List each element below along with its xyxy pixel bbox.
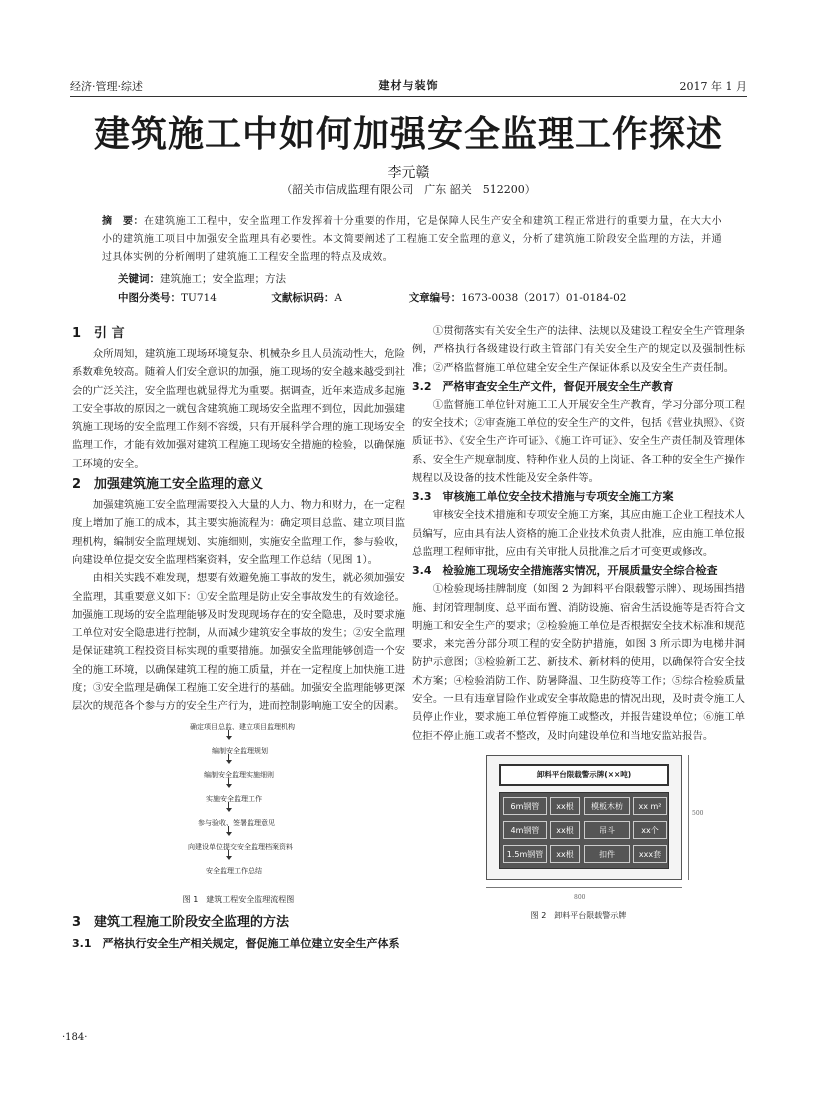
abstract [102, 213, 722, 267]
board-row [500, 819, 668, 841]
flowchart [190, 718, 340, 890]
board-cell: xx根 [550, 845, 580, 863]
board-cell: 吊斗 [584, 821, 630, 839]
keywords-text: 建筑施工；安全监理；方法 [160, 273, 286, 285]
board-cell: 1.5m钢管 [503, 845, 547, 863]
right-column [412, 322, 745, 929]
board-cell: 4m钢管 [503, 821, 547, 839]
section-2-paragraph-2: 由相关实践不难发现，想要有效避免施工事故的发生，就必须加强安全监理，其重要意义如下：①安全监理是防止安全事故发生的有效途径。加强施工现场的安全监理能够及时发现现场存在的安全隐患，及时要求施工单位对安全隐患进行控制，从而减少建筑安全事故的发生；②安全监理是保证建筑工程投资目标实现的重要措施。加强安全监理能够创造一个安全的施工环境，以确保建筑工程的施工质量，并在一定程度上加快施工进度；③安全监理是确保工程施工安全进行的基础。加强安全监理能够更深层次的规范各个参与方的安全生产行为，进而控制影响施工安全的因素。 [72, 572, 405, 713]
header-section: 经济·管理·综述 [70, 80, 143, 93]
figure-1-caption: 图 1 建筑工程安全监理流程图 [182, 895, 295, 905]
section-3-heading: 3 建筑工程施工阶段安全监理的方法 [72, 914, 290, 930]
classification-line [118, 290, 718, 305]
section-3-3-paragraph: 审核安全技术措施和专项安全施工方案，其应由施工企业工程技术人员编写，应由具有法人资格的施工企业技术负责人批准，应由施工单位报总监理工程师审批，应由有关审批人员批准之后才可变更或修改。 [412, 509, 745, 558]
warning-board [486, 755, 682, 880]
flow-step-1: 确定项目总监、建立项目监理机构 [190, 722, 295, 731]
figure-1 [72, 718, 405, 910]
article-no-value: 1673-0038（2017）01-0184-02 [461, 292, 627, 304]
clc-value: TU714 [181, 292, 217, 304]
abstract-text: 在建筑施工工程中，安全监理工作发挥着十分重要的作用，它是保障人民生产安全和建筑工程正常进行的重要力量，在大大小小的建筑施工项目中加强安全监理具有必要性。本文简要阐述了工程施工安全监理的意义，分析了建筑施工阶段安全监理的方法，并通过具体实例的分析阐明了建筑施工工程安全监理的特点及成效。 [102, 216, 722, 263]
board-row [500, 843, 668, 865]
section-1-heading: 1 引 言 [72, 326, 125, 341]
section-3-1-paragraph: ①贯彻落实有关安全生产的法律、法规以及建设工程安全生产管理条例，严格执行各级建设行政主管部门有关安全生产的规定以及强制性标准；②严格监督施工单位建全安全生产保证体系以及安全生产责任制。 [412, 325, 745, 374]
header-date: 2017 年 1 月 [679, 80, 747, 93]
flow-step-3: 编制安全监理实施细则 [204, 770, 274, 779]
flow-step-2: 编制安全监理规划 [212, 746, 268, 755]
affiliation: （韶关市信成监理有限公司 广东 韶关 512200） [281, 183, 536, 196]
board-title: 卸料平台限载警示牌(××吨) [499, 764, 669, 786]
board-cell: 扣件 [584, 845, 630, 863]
section-3-2-paragraph: ①监督施工单位针对施工工人开展安全生产教育，学习分部分项工程的安全技术；②审查施工单位的安全生产的文件，包括《营业执照》、《资质证书》、《安全生产许可证》、《施工许可证》、安全生产责任制及管理体系、安全生产规章制度、特种作业人员的上岗证、各工种的安全生产操作规程以及设备的技术性能及安全条件等。 [412, 398, 745, 485]
flow-arrow [228, 778, 229, 786]
article-no-label: 文章编号： [408, 292, 462, 304]
flow-step-5: 参与验收、签署监理意见 [198, 818, 275, 827]
flow-arrow [228, 754, 229, 762]
left-column [72, 322, 405, 953]
clc-label: 中图分类号： [118, 292, 181, 304]
height-dimension [688, 755, 704, 880]
flow-step-4: 实施安全监理工作 [206, 794, 262, 803]
board-cell: xx m² [633, 797, 667, 815]
width-dimension [486, 887, 682, 901]
journal-name: 建材与装饰 [378, 79, 439, 92]
running-header [70, 76, 747, 96]
board-cell: xx根 [550, 797, 580, 815]
doc-code-label: 文献标识码： [271, 292, 335, 304]
section-3-2-heading: 3.2 严格审查安全生产文件，督促开展安全生产教育 [412, 379, 674, 393]
section-3-1-heading: 3.1 严格执行安全生产相关规定，督促施工单位建立安全生产体系 [72, 936, 400, 950]
section-3-4-heading: 3.4 检验施工现场安全措施落实情况，开展质量安全综合检查 [412, 564, 718, 578]
keywords-label: 关键词： [118, 273, 160, 285]
section-2-heading: 2 加强建筑施工安全监理的意义 [72, 477, 264, 493]
board-row [500, 795, 668, 817]
section-1-paragraph: 众所周知，建筑施工现场环境复杂、机械杂乡且人员流动性大，危险系数难免较高。随着人们安全意识的加强，施工现场的安全越来越受到社会的广泛关注，安全监理也就显得尤为重要。据调查，近年来造成多起施工安全事故的原因之一就包含建筑施工现场安全监理不到位，因此加强建筑施工现场的安全监理工作刻不容缓，只有开展科学合理的施工现场安全监理工作，才能有效加强对建筑工程施工现场安全措施的检验，以确保施工环境的安全。 [72, 348, 405, 470]
board-table [499, 792, 669, 869]
height-dimension-label: 500 [692, 809, 704, 817]
author: 李元赣 [387, 165, 430, 181]
page-number: ·184· [62, 1032, 88, 1043]
flow-arrow [228, 802, 229, 810]
section-2-paragraph-1: 加强建筑施工安全监理需要投入大量的人力、物力和财力，在一定程度上增加了施工的成本，其主要实施流程为：确定项目总监、建立项目监理机构，编制安全监理规划、实施细则，实施安全监理工作，参与验收，向建设单位提交安全监理档案资料，安全监理工作总结（见图 1）。 [72, 499, 405, 566]
section-3-4-paragraph: ①检验现场挂牌制度（如图 2 为卸料平台限载警示牌）、现场围挡措施、封闭管理制度、总平面布置、消防设施、宿舍生活设施等是否符合文明施工和安全生产的要求；②检验施工单位是否根据安全技术标准和规范要求，来完善分部分项工程的安全防护措施，如图 3 所示即为电梯井洞防护示意图；③检验新工艺、新技术、新材料的使用，以确保符合安全技术方案；④检验消防工作、防暑降温、卫生防疫等工作；⑤综合检验质量安全。一旦有违章冒险作业或安全事故隐患的情况出现，及时责令施工人员停止作业，要求施工单位暂停施工或整改，并报告建设单位；⑥施工单位拒不停止施工或者不整改，及时向建设单位和当地安监站报告。 [412, 583, 745, 742]
flow-step-7: 安全监理工作总结 [206, 866, 262, 875]
flow-arrow [228, 826, 229, 834]
doc-code-value: A [334, 292, 342, 304]
figure-2-caption: 图 2 卸料平台限载警示牌 [530, 910, 627, 920]
figure-2 [412, 749, 745, 929]
board-cell: 模板木枋 [584, 797, 630, 815]
abstract-label: 摘 要： [102, 216, 145, 227]
board-cell: xx根 [550, 821, 580, 839]
width-dimension-label: 800 [574, 893, 586, 901]
flow-arrow [228, 850, 229, 858]
flow-step-6: 向建设单位提交安全监理档案资料 [188, 842, 293, 851]
keywords [118, 271, 286, 286]
board-cell: xxx套 [633, 845, 667, 863]
board-cell: 6m钢管 [503, 797, 547, 815]
header-rule [70, 96, 747, 97]
flow-arrow [228, 730, 229, 738]
section-3-3-heading: 3.3 审核施工单位安全技术措施与专项安全施工方案 [412, 490, 674, 504]
article-title: 建筑施工中如何加强安全监理工作探述 [93, 113, 723, 155]
board-cell: xx个 [633, 821, 667, 839]
